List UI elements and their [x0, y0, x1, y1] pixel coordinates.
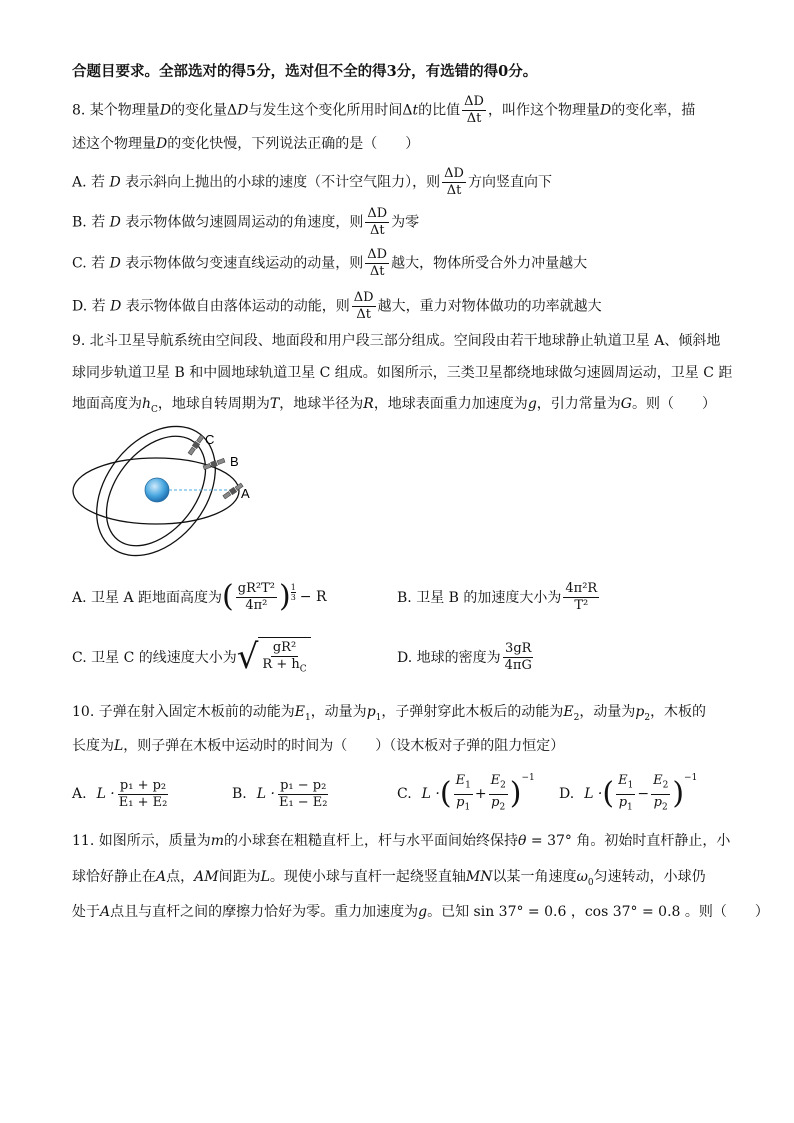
q8-option-d: D. 若 D 表示物体做自由落体运动的动能，则 $\frac{\Delta D}{\Delta t}$ 越大，重力对物体做功的功率就越大 [72, 290, 602, 322]
satellite-orbit-figure [70, 418, 270, 563]
q9-options-row1 [72, 574, 732, 620]
q9-line3: 地面高度为$h_C$，地球自转周期为T，地球半径为R，地球表面重力加速度为g，引力常量为G。则（ ） [72, 396, 716, 415]
label-a: A [241, 486, 250, 501]
q8-option-b: B. 若 D 表示物体做匀速圆周运动的角速度，则 $\frac{\Delta D}{\Delta t}$ 为零 [72, 206, 420, 238]
q9-option-d: D. 地球的密度为 $\frac{3gR}{4\pi G}$ [397, 640, 532, 673]
section-instruction: 合题目要求。全部选对的得5分，选对但不全的得3分，有选错的得0分。 [72, 63, 538, 80]
q9-option-a: A. 卫星 A 距地面高度为 ( $\frac{\text{gR²T²}}{\text{4π²}}$ ) 1 3 − R [72, 579, 327, 614]
q8-option-c: C. 若 D 表示物体做匀变速直线运动的动量，则 $\frac{\Delta D}{\Delta t}$ 越大，物体所受合外力冲量越大 [72, 247, 588, 279]
q10-line2: 长度为L，则子弹在木板中运动时的时间为（ ）（设木板对子弹的阻力恒定） [72, 738, 565, 754]
label-c: C [205, 432, 215, 447]
q8-line2: 述这个物理量D的变化快慢，下列说法正确的是（ ） [72, 136, 420, 152]
q8-line1: 8. 某个物理量D的变化量ΔD与发生这个变化所用时间Δt的比值 $\frac{\Delta D}{\Delta t}$ ，叫作这个物理量D的变化率，描 [72, 94, 696, 126]
q11-line2: 球恰好静止在A点，AM间距为L。现使小球与直杆一起绕竖直轴MN以某一角速度$\omega_0$匀速转动，小球仍 [72, 869, 706, 888]
q9-options-row2 [72, 634, 732, 680]
q10-option-b: B. L · $\frac{\text{p₁ − p₂}}{\text{E₁ − E₂}}$ [232, 777, 328, 810]
q10-option-a: A. L · $\frac{\text{p₁ + p₂}}{\text{E₁ + E₂}}$ [72, 777, 168, 810]
q9-option-b: B. 卫星 B 的加速度大小为 $\frac{\text{4π²R}}{\text{T²}}$ [397, 580, 598, 613]
label-b: B [230, 454, 239, 469]
q10-option-c: C. L · ( $\frac{E_1}{p_1}$ + $\frac{E_2}{p_2}$ ) $^{-1}$ [397, 772, 535, 813]
q10-options [72, 770, 732, 818]
q11-line3: 处于A点且与直杆之间的摩擦力恰好为零。重力加速度为g。已知 sin 37° = 0.6 ，cos 37° = 0.8 。则（ ） [72, 904, 769, 920]
q9-line1: 9. 北斗卫星导航系统由空间段、地面段和用户段三部分组成。空间段由若干地球静止轨道卫星 A、倾斜地 [72, 333, 721, 349]
q11-line1: 11. 如图所示，质量为m的小球套在粗糙直杆上，杆与水平面间始终保持θ = 37° 角。初始时直杆静止，小 [72, 833, 731, 849]
q9-line2: 球同步轨道卫星 B 和中圆地球轨道卫星 C 组成。如图所示，三类卫星都绕地球做匀速圆周运动，卫星 C 距 [72, 365, 733, 381]
q10-line1: 10. 子弹在射入固定木板前的动能为$E_1$，动量为$p_1$，子弹射穿此木板后的动能为$E_2$，动量为$p_2$，木板的 [72, 704, 707, 723]
earth [145, 478, 169, 502]
rate-fraction: $\frac{\Delta D}{\Delta t}$ [464, 94, 484, 126]
q8-option-a: A. 若 D 表示斜向上抛出的小球的速度（不计空气阻力），则 $\frac{\Delta D}{\Delta t}$ 方向竖直向下 [72, 166, 552, 198]
q9-option-c: C. 卫星 C 的线速度大小为 √ $\frac{\text{gR²}}{R + h_C}$ [72, 637, 397, 678]
q10-option-d: D. L · ( $\frac{E_1}{p_1}$ − $\frac{E_2}{p_2}$ ) $^{-1}$ [559, 772, 698, 813]
